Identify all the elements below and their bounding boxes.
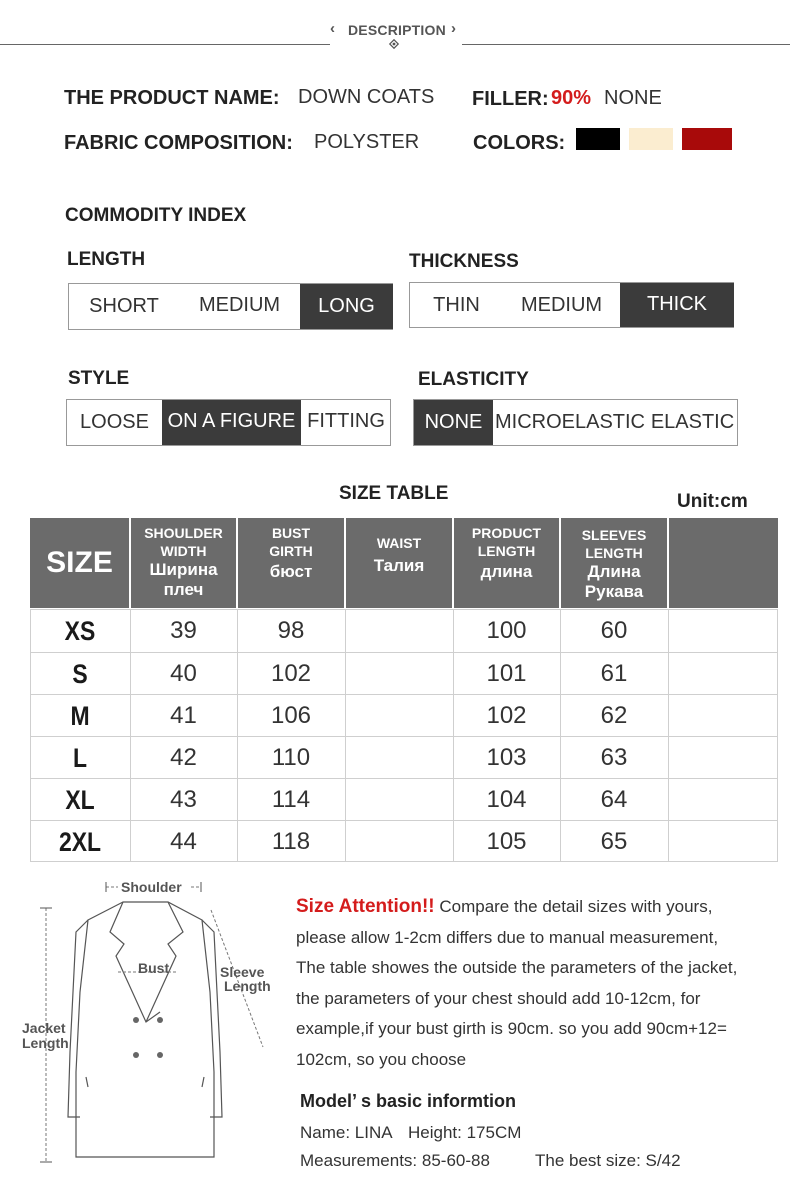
- shoulder-cell: 43: [170, 786, 197, 813]
- sleeves-cell: 63: [600, 744, 628, 771]
- waist-cell: [345, 695, 453, 737]
- product-name-value: DOWN COATS: [298, 86, 435, 108]
- attention-line-1: Compare the detail sizes with yours,: [434, 897, 713, 916]
- shoulder-width-header: [131, 518, 236, 608]
- style-option-loose: LOOSE: [80, 411, 149, 433]
- bust-header-ru-1: бюст: [269, 562, 313, 581]
- thickness-option-thick: THICK: [620, 283, 734, 327]
- attention-line-3: The table showes the outside the parameters of the jacket,: [296, 958, 738, 977]
- table-row: [30, 653, 778, 695]
- sleeves-header-ru-2: Рукава: [584, 582, 644, 601]
- thickness-option-medium: MEDIUM: [520, 293, 603, 316]
- sleeves-cell: 64: [600, 786, 628, 813]
- filler-percent: 90%: [551, 87, 592, 109]
- sleeves-cell: 62: [600, 702, 628, 729]
- size-cell: M: [70, 700, 90, 731]
- diagram-bust-label: Bust: [138, 960, 170, 976]
- thickness-option-thin: THIN: [433, 293, 480, 316]
- table-row: [30, 779, 778, 821]
- diagram-jacket-label-1: Jacket: [22, 1020, 66, 1036]
- model-info-title: Model’ s basic informtion: [300, 1091, 517, 1111]
- size-table-title: SIZE TABLE: [339, 483, 449, 504]
- style-option-on-a-figure: ON A FIGURE: [162, 400, 301, 445]
- waist-header-ru: Талия: [373, 556, 425, 575]
- attention-line-6: 102cm, so you choose: [296, 1049, 467, 1069]
- shoulder-cell: 41: [170, 702, 197, 729]
- size-attention-heading: Size Attention!!: [296, 896, 435, 917]
- color-swatch-beige[interactable]: [629, 128, 673, 150]
- sleeves-header-ru-1: Длина: [587, 562, 641, 581]
- diagram-sleeve-label-1: Sleeve: [220, 964, 265, 980]
- color-swatch-black[interactable]: [576, 128, 620, 150]
- commodity-index-title: COMMODITY INDEX: [65, 205, 247, 226]
- elasticity-title: ELASTICITY: [418, 369, 529, 390]
- product-name-label: THE PRODUCT NAME:: [64, 87, 280, 109]
- fabric-value: POLYSTER: [314, 131, 420, 153]
- elasticity-selector: [413, 399, 738, 446]
- table-row: [30, 821, 778, 863]
- shoulder-header-ru-2: плеч: [163, 580, 204, 599]
- bust-cell: 106: [270, 702, 312, 729]
- length-option-short: SHORT: [89, 295, 159, 317]
- table-row: [30, 737, 778, 779]
- size-attention-text: [296, 892, 790, 1075]
- length-header-en-2: LENGTH: [477, 543, 536, 559]
- header-rule-left: [0, 44, 330, 45]
- length-cell: 100: [486, 617, 527, 644]
- shoulder-cell: 40: [170, 660, 197, 687]
- length-selector: [68, 283, 393, 330]
- sleeves-header-en-2: LENGTH: [585, 545, 643, 561]
- diamond-ornament-icon: [388, 38, 400, 50]
- table-row: [30, 610, 778, 652]
- attention-line-4: the parameters of your chest should add 10-12cm, for: [296, 988, 701, 1008]
- attention-line-5: example,if your bust girth is 90cm. so you add 90cm+12=: [296, 1019, 727, 1038]
- size-cell: XS: [64, 615, 96, 646]
- header-title: DESCRIPTION: [348, 22, 446, 38]
- waist-cell: [345, 610, 453, 652]
- size-header-label: SIZE: [46, 546, 113, 579]
- waist-cell: [345, 737, 453, 779]
- size-cell: 2XL: [58, 826, 102, 857]
- length-header-ru: длина: [480, 562, 533, 581]
- length-cell: 105: [486, 828, 527, 855]
- elasticity-option-microelastic: MICROELASTIC: [494, 411, 646, 433]
- length-option-long: LONG: [300, 284, 393, 329]
- shoulder-cell: 42: [170, 744, 197, 771]
- color-swatch-red[interactable]: [682, 128, 732, 150]
- model-name: Name: LINA: [300, 1123, 393, 1142]
- bust-header-en-1: BUST: [271, 525, 311, 541]
- length-cell: 104: [486, 786, 527, 813]
- length-title: LENGTH: [67, 249, 146, 270]
- filler-label: FILLER:: [472, 88, 549, 110]
- elasticity-option-elastic: ELASTIC: [650, 411, 735, 433]
- shoulder-cell: 44: [170, 828, 197, 855]
- length-cell: 103: [486, 744, 527, 771]
- sleeves-cell: 65: [600, 828, 628, 855]
- header-separator: [667, 518, 669, 608]
- shoulder-header-ru-1: Ширина: [149, 560, 218, 579]
- sleeves-cell: 60: [600, 617, 628, 644]
- model-best-size: The best size: S/42: [535, 1151, 681, 1170]
- diagram-jacket-label-2: Length: [22, 1035, 69, 1051]
- length-header-en-1: PRODUCT: [471, 525, 542, 541]
- sleeves-length-header: [561, 518, 667, 608]
- bust-cell: 98: [277, 617, 305, 644]
- bust-girth-header: [238, 518, 344, 608]
- waist-header-en: WAIST: [376, 535, 422, 551]
- header-rule-right: [462, 44, 790, 45]
- bust-cell: 110: [271, 744, 311, 771]
- thickness-title: THICKNESS: [409, 251, 519, 272]
- bust-cell: 102: [270, 660, 312, 687]
- waist-cell: [345, 821, 453, 863]
- elasticity-option-none: NONE: [414, 400, 493, 445]
- bust-cell: 118: [271, 828, 311, 855]
- size-cell: S: [72, 658, 88, 689]
- style-selector: [66, 399, 391, 446]
- header-right-arrow: ›: [451, 20, 456, 37]
- diagram-shoulder-label: Shoulder: [121, 879, 182, 895]
- diagram-sleeve-label-2: Length: [224, 978, 271, 994]
- fabric-label: FABRIC COMPOSITION:: [64, 132, 293, 154]
- style-title: STYLE: [68, 368, 130, 389]
- header-left-arrow: ‹: [330, 20, 335, 37]
- product-length-header: [454, 518, 559, 608]
- size-cell: L: [72, 742, 88, 773]
- model-measurements: Measurements: 85-60-88: [300, 1151, 490, 1170]
- length-cell: 101: [486, 660, 527, 687]
- bust-header-en-2: GIRTH: [269, 543, 313, 559]
- waist-cell: [345, 779, 453, 821]
- model-height: Height: 175CM: [408, 1123, 522, 1142]
- attention-line-2: please allow 1-2cm differs due to manual measurement,: [296, 927, 719, 947]
- style-option-fitting: FITTING: [307, 410, 385, 432]
- length-option-medium: MEDIUM: [198, 294, 281, 316]
- thickness-selector: [409, 282, 734, 328]
- waist-cell: [345, 653, 453, 695]
- sleeves-header-en-1: SLEEVES: [581, 527, 647, 543]
- table-row: [30, 695, 778, 737]
- colors-label: COLORS:: [473, 132, 566, 154]
- size-column-header: [30, 518, 129, 608]
- sleeves-cell: 61: [600, 660, 628, 687]
- unit-label: Unit:cm: [677, 491, 748, 512]
- size-cell: XL: [65, 784, 95, 815]
- shoulder-cell: 39: [170, 617, 197, 644]
- shoulder-header-en-1: SHOULDER: [144, 525, 223, 541]
- waist-header: [346, 518, 452, 608]
- size-table-header: [30, 518, 778, 608]
- length-cell: 102: [486, 702, 527, 729]
- filler-value: NONE: [604, 87, 662, 109]
- bust-cell: 114: [271, 786, 311, 813]
- shoulder-header-en-2: WIDTH: [160, 543, 207, 559]
